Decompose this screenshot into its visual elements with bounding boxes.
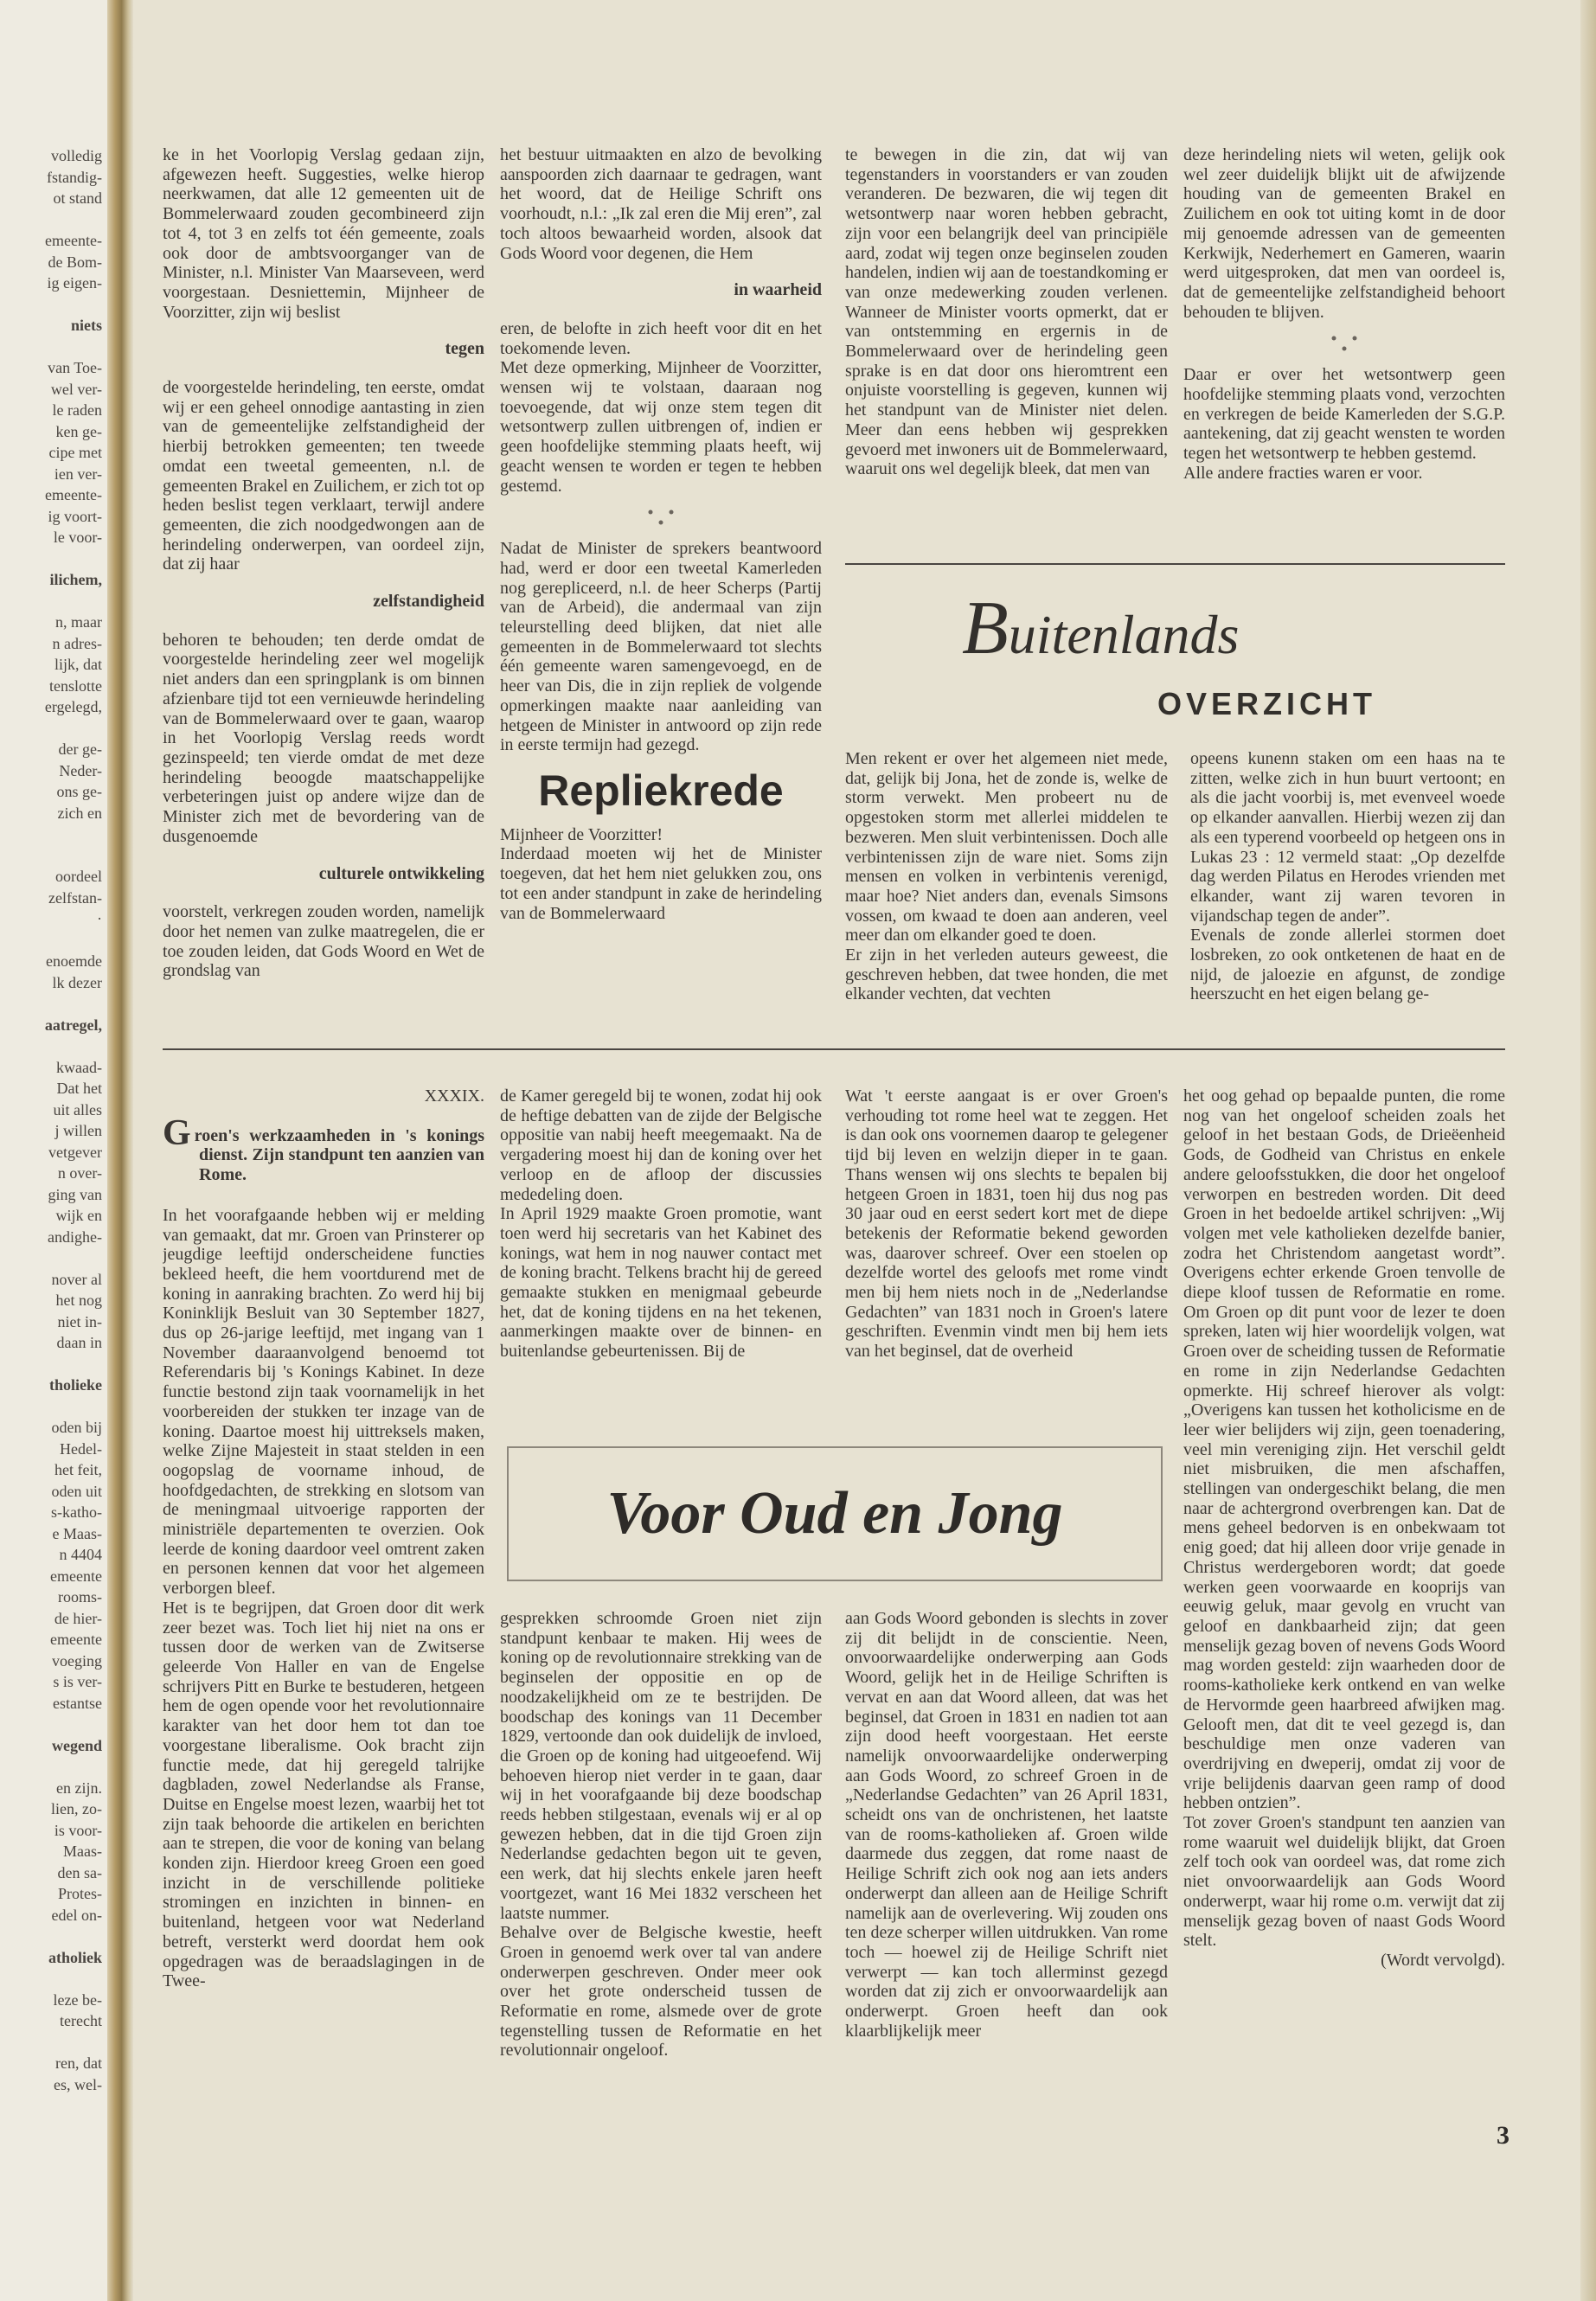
to-be-continued: (Wordt vervolgd). bbox=[1381, 1950, 1505, 1970]
previous-page-text-fragments bbox=[0, 145, 102, 2095]
subheading: culturele ontwikkeling bbox=[318, 863, 484, 883]
text-fragment: vetgever bbox=[48, 1143, 102, 1161]
text-fragment: j willen bbox=[54, 1122, 102, 1139]
text-fragment: zich en bbox=[57, 804, 102, 822]
text-fragment: voeging bbox=[52, 1651, 102, 1670]
text-fragment: tholieke bbox=[49, 1376, 102, 1394]
text-fragment: niets bbox=[71, 317, 102, 334]
text-fragment: edel on- bbox=[51, 1906, 102, 1924]
buitenlands-title bbox=[962, 585, 1239, 672]
text-fragment: en zijn. bbox=[56, 1779, 102, 1797]
text-fragment: · bbox=[97, 910, 102, 927]
text-fragment: aatregel, bbox=[44, 1016, 102, 1034]
paragraph: deze herindeling niets wil weten, gelijk ook wel zeer duidelijk blijkt uit de afwijzende houding van de gemeenten Brakel en Zuilichem en ook tot uiting komt in de door mij genoemde adressen van de gemeenten Kerkwijk, Nederhemert en Gameren, waarin werd uitgesproken, dat men van oordeel is, dat de gemeentelijke zelfstandigheid behoort behouden te blijven. bbox=[1183, 145, 1505, 322]
text-fragment: der ge- bbox=[58, 740, 102, 758]
paragraph: Het is te begrijpen, dat Groen door dit werk zeer bezet was. Toch liet hij niet na ons er tussen door de werken van de Zwitserse geleerde Von Haller en van de Engelse schrijvers Pitt en Burke te bestuderen, hetgeen hem de ogen opende voor het revolutionnaire karakter van het door hem tot dan toe voorgestane liberalisme. Ook bracht zijn functie mede, dat hij geregeld talrijke dagbladen, zowel Nederlandse als Franse, Duitse en Engelse moest lezen, waarbij het tot zijn taak behoorde die artikelen en berichten aan te strepen, die voor de koning van belang konden zijn. Hierdoor kreeg Groen een goed inzicht in de verschillende politieke stromingen en inzichten in binnen- en buitenland, hetgeen voor wat Nederland betreft, versterkt werd doordat hem ook opgedragen was de beraadslagingen in de Twee- bbox=[163, 1598, 484, 1991]
groen-column-4 bbox=[1183, 1086, 1505, 2107]
text-fragment: daan in bbox=[56, 1334, 102, 1351]
paragraph: Tot zover Groen's standpunt ten aanzien van rome waaruit wel duidelijk blijkt, dat Groen zelf toch ook van oordeel was, dat rome zich niet onvoorwaardelijk aan Gods Woord onderwerpt, waar hij rome o.m. verwijt dat zij menselijk gezag boven of naast Gods Woord stelt. bbox=[1183, 1813, 1505, 1951]
text-fragment bbox=[0, 930, 102, 952]
text-fragment bbox=[0, 591, 102, 612]
paragraph: het bestuur uitmaakten en alzo de bevolking aanspoorden zich daarnaar te gedragen, want het woord, dat de Heilige Schrift ons voorhoudt, n.l.: „Ik zal eren die Mij eren”, zal toch altoos bewaarheid worden, alsook dat Gods Woord voor degenen, die Hem bbox=[500, 145, 822, 263]
paragraph: Wat 't eerste aangaat is er over Groen's verhouding tot rome heel wat te zeggen. Het is dan ook ons voornemen daarop te gelegener tijd bij leven en welzijn dieper in te gaan. Thans wensen wij ons slechts te bepalen bij hetgeen Groen in 1831, toen hij dus nog pas 30 jaar oud en eerst sedert kort met de diepe betekenis der Reformatie bekend geworden was, daarover schreef. Over een stoelen op dezelfde wortel des geloofs met rome vindt men bij hem niets noch in de „Nederlandse Gedachten” van 1831 noch in Groen's latere geschriften. Evenmin vindt men bij hem iets van het beginsel, dat de overheid bbox=[845, 1086, 1168, 1362]
text-fragment: emeente- bbox=[45, 486, 102, 503]
text-fragment: volledig bbox=[51, 147, 102, 164]
text-fragment: wel ver- bbox=[50, 380, 102, 398]
herindeling-column-1 bbox=[163, 145, 484, 1032]
text-fragment bbox=[0, 993, 102, 1015]
paragraph: aan Gods Woord gebonden is slechts in zover zij dit belijdt in de conscientie. Neen, onvoorwaardelijke onderwerping aan Gods Woord, gelijk het in de Heilige Schriften is vervat en aan dat Woord alleen, dat was het beginsel, dat Groen in 1831 en nadien tot aan zijn dood heeft voorgestaan. Het eerste namelijk onvoorwaardelijke onderwerping aan Gods Woord, zo schreef Groen in de „Nederlandse Gedachten” van 26 April 1831, scheidt ons van de onchristenen, het laatste van de rooms-katholieken af. Groen wilde daarmede dus zeggen, dat rome naast de Heilige Schrift zich ook nog aan iets anders onderwerpt dan alleen aan de Heilige Schrift namelijk aan de overlevering. Wij zouden ons ten deze scherper willen uitdrukken. Van rome toch — hoewel zij de Heilige Schrift niet verwerpt — kan toch allerminst gezegd worden dat zij zich er onvoorwaardelijk aan onderwerpt. Groen heeft dan ook klaarblijkelijk meer bbox=[845, 1609, 1168, 2041]
text-fragment bbox=[0, 1035, 102, 1057]
article-headline bbox=[163, 1112, 484, 1185]
text-fragment: ergelegd, bbox=[44, 698, 102, 715]
text-fragment: Dat het bbox=[56, 1080, 102, 1097]
asterism-icon bbox=[644, 508, 678, 527]
text-fragment: ren, dat bbox=[55, 2054, 102, 2072]
groen-column-1 bbox=[163, 1086, 484, 2107]
text-fragment: wijk en bbox=[55, 1207, 102, 1224]
text-fragment: tenslotte bbox=[49, 676, 102, 695]
text-fragment: ons ge- bbox=[56, 783, 102, 800]
text-fragment: cipe met bbox=[48, 444, 102, 461]
text-fragment: van Toe- bbox=[48, 359, 102, 376]
text-fragment bbox=[0, 824, 102, 845]
section-heading-repliekrede: Repliekrede bbox=[538, 766, 784, 815]
text-fragment: niet in- bbox=[57, 1312, 102, 1330]
groen-column-2-bottom bbox=[500, 1609, 822, 2107]
text-fragment: n 4404 bbox=[59, 1546, 102, 1563]
paragraph: ke in het Voorlopig Verslag gedaan zijn, afgewezen heeft. Suggesties, welke hierop neerkwamen, dat alle 12 gemeenten uit de Bommelerwaard zouden gecombineerd zijn tot 4, tot 3 en zelfs tot één gemeente, zoals ook door de ambtsvoorganger van de Minister, n.l. Minister Van Maarseveen, werd voorgestaan. Desniettemin, Mijnheer de Voorzitter, zijn wij beslist bbox=[163, 145, 484, 322]
page-edge bbox=[1580, 0, 1596, 2301]
text-fragment: ilichem, bbox=[49, 571, 102, 588]
herindeling-column-3 bbox=[845, 145, 1168, 543]
text-fragment: le raden bbox=[52, 401, 102, 419]
text-fragment: leze be- bbox=[53, 1990, 102, 2009]
text-fragment bbox=[0, 1354, 102, 1375]
text-fragment bbox=[0, 1926, 102, 1947]
text-fragment: lijk, dat bbox=[54, 656, 102, 673]
text-fragment: s is ver- bbox=[53, 1673, 102, 1690]
subheading: zelfstandigheid bbox=[373, 592, 484, 612]
herindeling-column-2 bbox=[500, 145, 822, 1032]
text-fragment bbox=[0, 1247, 102, 1269]
banner-title: Voor Oud en Jong bbox=[606, 1480, 1063, 1547]
paragraph: Inderdaad moeten wij het de Minister toegeven, dat het hem niet gelukken zou, ons tot een ander standpunt in zake de herindeling van de Bommelerwaard bbox=[500, 844, 822, 923]
voor-oud-en-jong-banner bbox=[507, 1446, 1163, 1581]
chapter-number: XXXIX. bbox=[424, 1086, 484, 1106]
buitenlands-column-2 bbox=[1190, 749, 1505, 1028]
text-fragment: wegend bbox=[52, 1736, 102, 1754]
text-fragment: de hier- bbox=[54, 1609, 102, 1627]
paragraph: voorstelt, verkregen zouden worden, namelijk door het nemen van zulke maatregelen, die er toe zouden leiden, dat Gods Woord en Wet de grondslag van bbox=[163, 902, 484, 981]
paragraph: de voorgestelde herindeling, ten eerste, omdat wij er een geheel onnodige aantasting in zien van de gemeentelijke zelfstandigheid der hierbij betrokken gemeenten; ten tweede omdat een tweetal gemeenten, n.l. de gemeenten Brakel en Zuilichem, er zich tot op heden beslist tegen verklaart, terwijl andere gemeenten, die zich noodgedwongen aan de herindeling onderwerpen, van oordeel zijn, dat zij haar bbox=[163, 378, 484, 574]
text-fragment bbox=[0, 1968, 102, 1990]
subheading: tegen bbox=[445, 339, 484, 359]
text-fragment: uit alles bbox=[53, 1100, 102, 1118]
paragraph: Nadat de Minister de sprekers beantwoord had, werd er door een tweetal Kamerleden nog gerepliceerd, n.l. de heer Scherps (Partij van de Arbeid), die andermaal van zijn teleurstelling deed blijken, dat niet alle gemeenten in de Bommelerwaard tot slechts één gemeente waren samengevoegd, en de heer van Dis, die in zijn repliek de volgende opmerkingen maakte naar aanleiding van hetgeen de Minister in antwoord op zijn rede in eerste termijn had gezegd. bbox=[500, 539, 822, 755]
herindeling-column-4 bbox=[1183, 145, 1505, 543]
text-fragment: estantse bbox=[53, 1694, 102, 1712]
text-fragment bbox=[0, 1714, 102, 1735]
text-fragment: het feit, bbox=[54, 1461, 102, 1478]
paragraph: gesprekken schroomde Groen niet zijn standpunt kenbaar te maken. Hij wees de koning op de revolutionnaire strekking van de beginselen der oppositie en op de noodzakelijkheid om ze te bestrijden. De boodschap des konings van 11 December 1829, vertoonde dan ook duidelijk de invloed, die Groen op de koning had uitgeoefend. Wij behoeven hierop niet verder in te gaan, daar wij in het voorafgaande bij deze boodschap reeds hebben stilgestaan, evenals wij er al op gewezen hebben, dat in die tijd Groen zijn Nederlandse gedachten begon uit te geven, een werk, dat hij slechts enkele jaren heeft voortgezet, want 16 Mei 1832 verscheen het laatste nummer. bbox=[500, 1609, 822, 1923]
asterism-icon bbox=[1327, 334, 1362, 353]
paragraph: het oog gehad op bepaalde punten, die rome nog van het ongeloof scheiden zoals het geloof in het bestaan Gods, de Drieëenheid Gods, de Godheid van Christus en enkele andere geloofsstukken, die door het ongeloof verworpen en bestreden worden. Dit deed Groen in het bedoelde artikel schrijven: „Wij volgen met vele katholieken dezelfde banier, zodra het Christendom aangetast wordt”. Overigens echter erkende Groen tenvolle de diepe kloof tussen de Reformatie en rome. Om Groen op dit punt voor de lezer te doen spreken, laten wij hier woordelijk volgen, wat Groen over de scheiding tussen de Reformatie en rome in zijn Nederlandse Gedachten opmerkte. Hij schreef hierover als volgt: „Overigens kan tussen het kotholicisme en de leer wier belijders wij zijn, geen toenadering, veel min vereniging zijn. Het verschil geldt niet misbruiken, die men afschaffen, stellingen van ondergeschikt belang, die men naar de achtergrond overbrengen kan. Dat de mens geheel bedorven is en onbekwaam tot enig goed; dat hij alleen door vrije genade in Christus werdergeboren wordt; dat goede werken geen voorwaarde en kooprijs van eeuwig geluk, maar gevolg en vrucht van geloof en dankbaarheid zijn; dat geen menselijk gezag boven of nevens Gods Woord mag worden gesteld: zijn waarheden door de rooms-katholieke kerk ontkend en van welke de Hervormde geen haarbreed afwijken mag. Gelooft men, dat dit te veel gezegd is, dan beschuldige men onze vaderen van overdrijving en dweperij, omdat zij voor de vrije belijdenis daarvan geen ramp of dood hebben ontzien”. bbox=[1183, 1086, 1505, 1813]
text-fragment: nover al bbox=[51, 1270, 102, 1288]
text-fragment bbox=[0, 209, 102, 231]
text-fragment: oordeel bbox=[55, 868, 102, 885]
paragraph: behoren te behouden; ten derde omdat de voorgestelde herindeling zeer wel mogelijk niet anders dan een springplank is om binnen afzienbare tijd tot een vernieuwde herindeling van de Bommelerwaard over te gaan, waarop in het Voorlopig Verslag reeds wordt gezinspeeld; ten vierde omdat de met deze herindeling beoogde maatschappelijke verbeteringen juist op andere wijze dan de Minister zich met de bevordering van de dusgenoemde bbox=[163, 630, 484, 846]
paragraph: Behalve over de Belgische kwestie, heeft Groen in genoemd werk over tal van andere onderwerpen geschreven. Onder meer ook over het grote onderscheid tussen de Reformatie en rome, alsmede over de grote tegenstelling tussen de Reformatie en het revolutionnair ongeloof. bbox=[500, 1923, 822, 2061]
text-fragment: enoemde bbox=[46, 952, 102, 970]
text-fragment: kwaad- bbox=[56, 1058, 102, 1076]
horizontal-divider bbox=[163, 1048, 1505, 1050]
text-fragment: lien, zo- bbox=[51, 1800, 102, 1817]
text-fragment: es, wel- bbox=[54, 2075, 102, 2093]
text-fragment bbox=[0, 718, 102, 740]
paragraph: Met deze opmerking, Mijnheer de Voorzitter, wensen wij te volstaan, daaraan nog toevoegende, dat wij onze stem tegen dit wetsontwerp zullen uitbrengen of, indien er geen hoofdelijke stemming plaats heeft, wij geacht wensen te worden er tegen te hebben gestemd. bbox=[500, 358, 822, 496]
text-fragment: n, maar bbox=[55, 613, 102, 631]
text-fragment: n adres- bbox=[52, 634, 102, 652]
title-initial: B bbox=[962, 586, 1009, 670]
text-fragment: le voor- bbox=[53, 529, 102, 546]
overzicht-subtitle: OVERZICHT bbox=[1157, 686, 1377, 721]
paragraph: In het voorafgaande hebben wij er melding van gemaakt, dat mr. Groen van Prinsterer op jeugdige leeftijd onderscheidene functies bekleed heeft, die hem voortdurend met de koning in aanraking brachten. Zo werd hij bij Koninklijk Besluit van 30 September 1827, dus op 26-jarige leeftijd, met ingang van 1 November daaraanvolgend benoemd tot Referendaris bij 's Konings Kabinet. In deze functie bestond zijn taak voornamelijk in het voorbereiden der stukken ter inzage van de koning. Daartoe moest hij uittreksels maken, welke Zijne Majesteit in staat stelden in een oogopslag de voorname inhoud, de hoofdgedachten, de strekking en slotsom van de meningmaal uitvoerige rapporten der ministriële departementen te overzien. Ook leerde de koning daardoor veel omtrent zaken en personen kennen dat voor het algemeen verborgen bleef. bbox=[163, 1205, 484, 1599]
text-fragment: Neder- bbox=[59, 761, 102, 779]
text-fragment: de Bom- bbox=[48, 253, 102, 271]
text-fragment: ig eigen- bbox=[47, 274, 102, 292]
title-rest: uitenlands bbox=[1008, 604, 1240, 665]
paragraph: In April 1929 maakte Groen promotie, want toen werd hij secretaris van het Kabinet des konings, wat hem in nog nauwer contact met de koning bracht. Telkens bracht hij de gereed gemaakte stukken en menigmaal gebeurde het, dat de koning tijdens en na het tekenen, aanmerkingen maakte over de binnen- en buitenlandse gebeurtenissen. Bij de bbox=[500, 1204, 822, 1362]
paragraph: Er zijn in het verleden auteurs geweest, die geschreven hebben, dat twee honden, die met elkander vechten, dat vechten bbox=[845, 945, 1168, 1004]
text-fragment: Protes- bbox=[58, 1885, 102, 1902]
text-fragment: ig voort- bbox=[48, 507, 102, 525]
text-fragment bbox=[0, 2032, 102, 2054]
text-fragment bbox=[0, 294, 102, 316]
text-fragment: emeente bbox=[50, 1567, 102, 1585]
buitenlands-column-1 bbox=[845, 749, 1168, 1028]
text-fragment: e Maas- bbox=[52, 1524, 102, 1542]
text-fragment: s-katho- bbox=[51, 1503, 102, 1521]
paragraph: Evenals de zonde allerlei stormen doet losbreken, zo ook ontketenen de haat en de nijd, de jaloezie en afgunst, de zondige heerszucht en het eigen belang ge- bbox=[1190, 926, 1505, 1004]
text-fragment: Maas- bbox=[63, 1843, 102, 1860]
headline-text: roen's werkzaamheden in 's konings dienst. Zijn standpunt ten aanzien van Rome. bbox=[194, 1125, 484, 1185]
groen-column-3-bottom bbox=[845, 1609, 1168, 2107]
paragraph: Daar er over het wetsontwerp geen hoofdelijke stemming plaats vond, verzochten en verkregen de beide Kamerleden der S.G.P. aantekening, dat zij geacht wensten te worden tegen het wetsontwerp te hebben gestemd. bbox=[1183, 365, 1505, 464]
subheading: in waarheid bbox=[734, 280, 822, 300]
text-fragment: atholiek bbox=[48, 1948, 102, 1966]
text-fragment: andighe- bbox=[48, 1227, 102, 1246]
text-fragment: Hedel- bbox=[60, 1439, 102, 1458]
text-fragment: is voor- bbox=[54, 1821, 102, 1839]
text-fragment: zelfstan- bbox=[48, 888, 102, 907]
text-fragment: emeente- bbox=[45, 232, 102, 249]
text-fragment: terecht bbox=[60, 2012, 102, 2029]
text-fragment: ien ver- bbox=[54, 465, 102, 483]
text-fragment: n over- bbox=[57, 1164, 102, 1182]
paragraph: Mijnheer de Voorzitter! bbox=[500, 824, 663, 844]
paragraph: de Kamer geregeld bij te wonen, zodat hij ook de heftige debatten van de zijde der Belgische oppositie van nabij heeft meegemaakt. Na de vergadering moest hij dan de koning over het verloop en de afloop der discussies mededeling doen. bbox=[500, 1086, 822, 1204]
section-divider bbox=[845, 563, 1505, 565]
groen-column-2-top bbox=[500, 1086, 822, 1433]
text-fragment: den sa- bbox=[57, 1863, 102, 1881]
text-fragment: fstandig- bbox=[47, 168, 102, 186]
text-fragment: ot stand bbox=[53, 189, 102, 207]
text-fragment: oden bij bbox=[51, 1419, 102, 1436]
text-fragment: ging van bbox=[48, 1185, 102, 1203]
text-fragment: lk dezer bbox=[52, 973, 102, 991]
text-fragment bbox=[0, 548, 102, 570]
text-fragment: rooms- bbox=[58, 1588, 102, 1606]
paragraph: Men rekent er over het algemeen niet mede, dat, gelijk bij Jona, het de zonde is, welke de storm verwekt. Men probeert nu de opgestoken storm met allerlei middelen te bezweren. Men sluit verbintenissen. Doch alle verbintenissen zijn de ware niet. Soms zijn mensen en volken in verbintenis verenigd, maar hoe? Niet anders dan, evenals Simsons vossen, om kwaad te doen aan anderen, veel meer dan om elkander goed te doen. bbox=[845, 749, 1168, 945]
paragraph: te bewegen in die zin, dat wij van tegenstanders in voorstanders er van zouden veranderen. De bezwaren, die wij tegen dit wetsontwerp naar woren hebben gebracht, zijn voor een belangrijk deel van principiële aard, zodat wij tegen onze beginselen zouden handelen, indien wij aan de toestandkoming er van onze medewerking zouden verlenen. Wanneer de Minister voorts opmerkt, dat er van ontstemming en ergernis in de Bommelerwaard over de herindeling geen sprake is en dat door ons hieromtrent een onjuiste voorstelling is gegeven, kunnen wij het standpunt van de Minister niet delen. Meer dan eens hebben wij gesprekken gevoerd met inwoners uit de Bommelerwaard, waaruit ons wel degelijk bleek, dat men van bbox=[845, 145, 1168, 479]
paragraph: Alle andere fracties waren er voor. bbox=[1183, 463, 1423, 483]
drop-cap: G bbox=[163, 1112, 191, 1153]
text-fragment bbox=[0, 336, 102, 358]
text-fragment bbox=[0, 1756, 102, 1778]
text-fragment bbox=[0, 1396, 102, 1418]
previous-page-sliver bbox=[0, 0, 107, 2301]
page-number: 3 bbox=[1497, 2121, 1509, 2150]
text-fragment bbox=[0, 845, 102, 867]
text-fragment: het nog bbox=[55, 1292, 102, 1309]
text-fragment: oden uit bbox=[51, 1482, 102, 1500]
text-fragment: emeente bbox=[50, 1631, 102, 1648]
paragraph: opeens kunenn staken om een haas na te zitten, welke zich in hun buurt vertoont; en als die jacht voorbij is, met evenveel woede op elkander aanvallen. Hierbij wezen zij dan als een typerend voorbeeld op hetgeen ons in Lukas 23 : 12 vermeld staat: „Op dezelfde dag werden Pilatus en Herodes vrienden met elkander, want zij waren tevoren in vijandschap tegen de ander”. bbox=[1190, 749, 1505, 926]
paragraph: eren, de belofte in zich heeft voor dit en het toekomende leven. bbox=[500, 318, 822, 358]
binding-spine bbox=[107, 0, 133, 2301]
text-fragment: ken ge- bbox=[55, 422, 102, 440]
groen-column-3-top bbox=[845, 1086, 1168, 1433]
